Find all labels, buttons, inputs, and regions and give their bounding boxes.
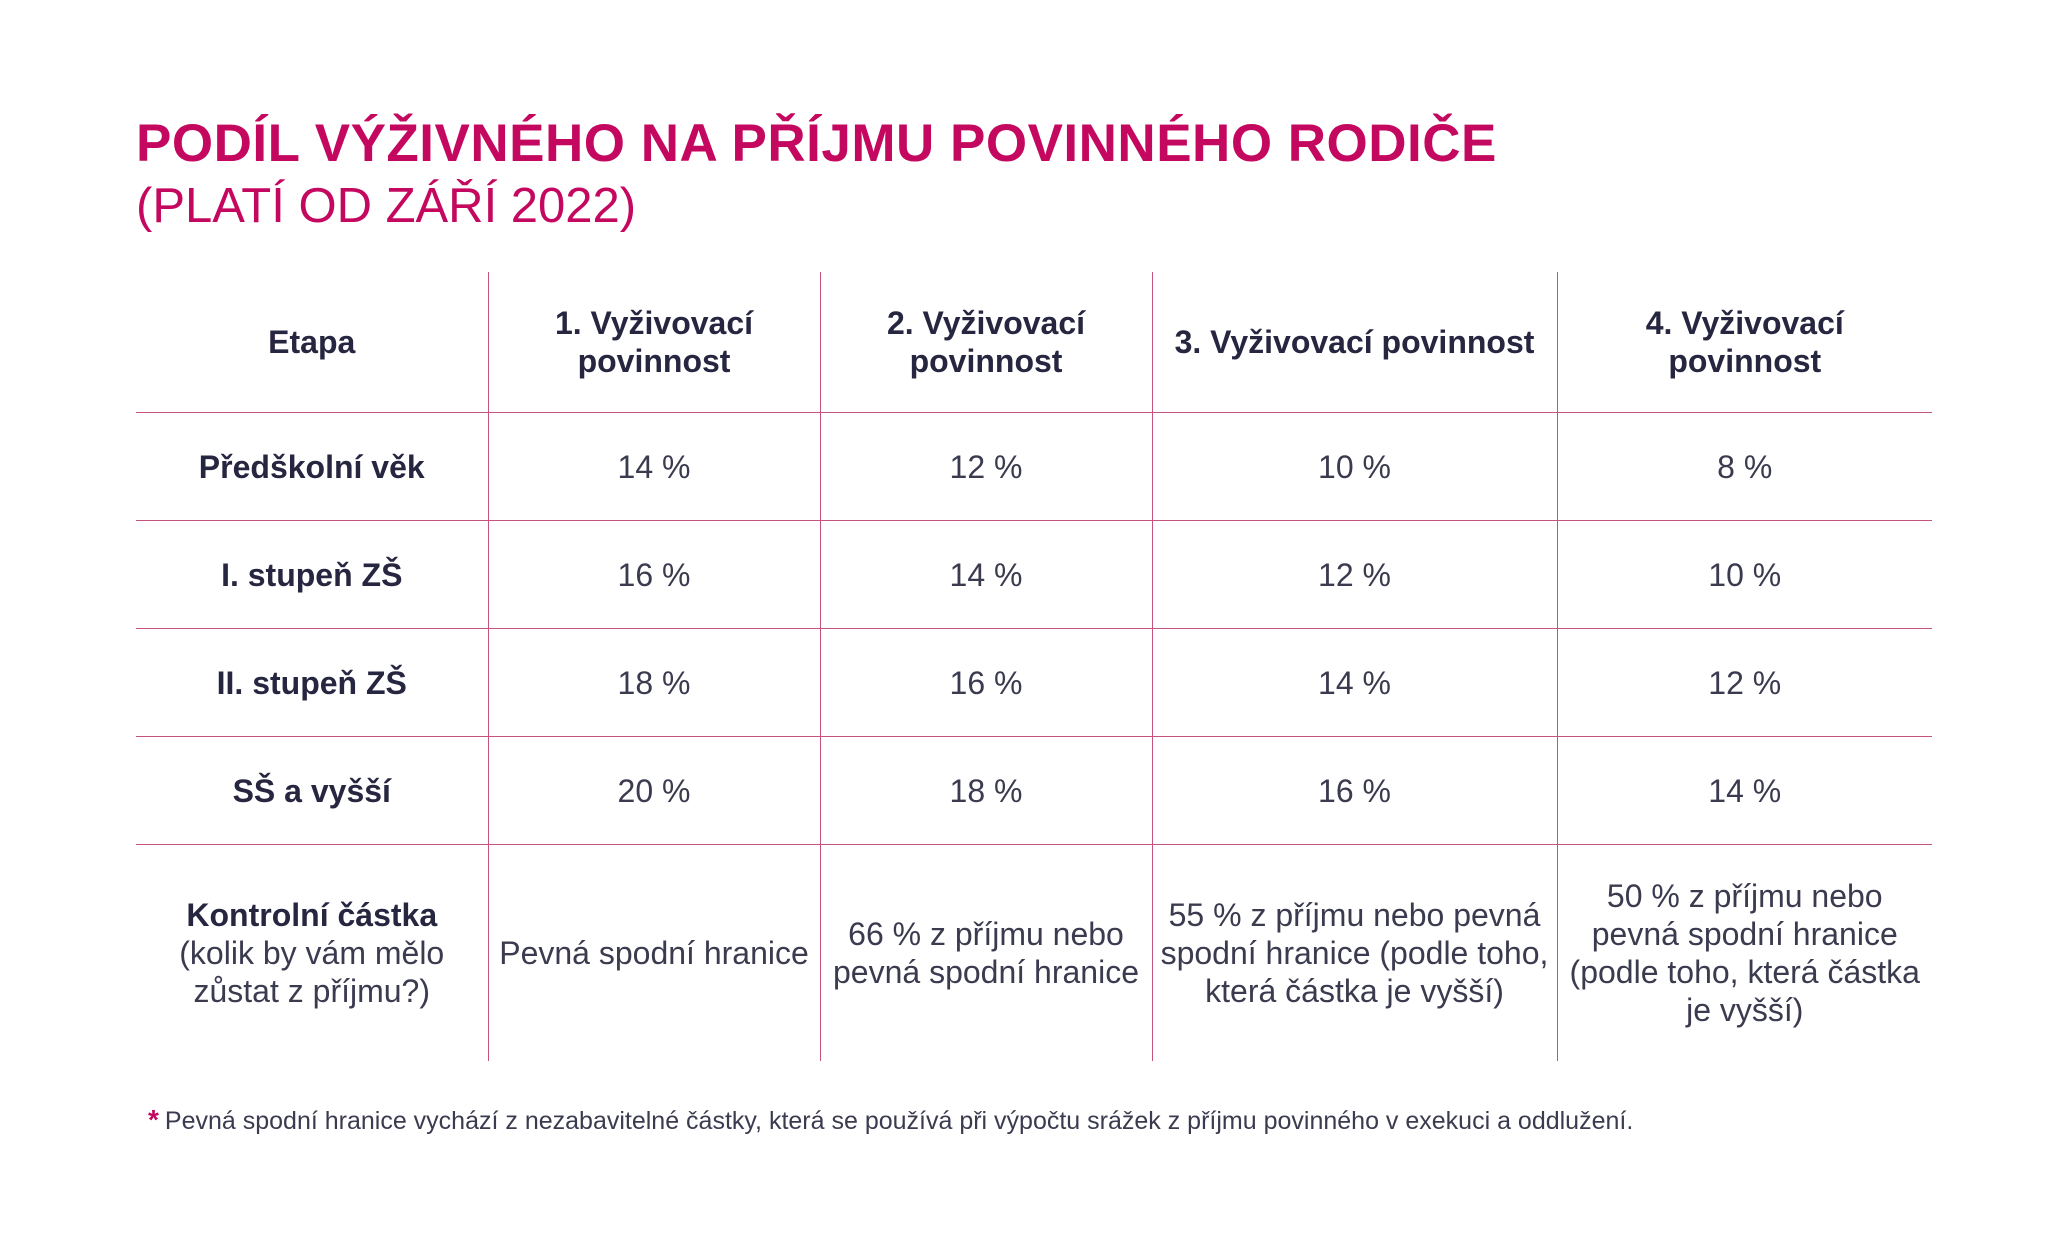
table-cell: 12 % [820,413,1152,521]
table-cell: Pevná spodní hranice [488,845,820,1062]
row-label: Předškolní věk [136,413,488,521]
table-cell: 16 % [488,521,820,629]
table-cell: 14 % [488,413,820,521]
footnote [148,1104,1633,1137]
page-title: PODÍL VÝŽIVNÉHO NA PŘÍJMU POVINNÉHO RODIČE [136,114,1497,173]
table-row [136,521,1932,629]
control-amount-label: Kontrolní částka [186,897,438,933]
table-row [136,737,1932,845]
table-header-row [136,272,1932,413]
header [136,112,1497,236]
column-header-stage: Etapa [136,272,488,413]
column-header-duty-1: 1. Vyživovací povinnost [488,272,820,413]
table-row [136,629,1932,737]
table-cell: 14 % [1557,737,1932,845]
row-label: I. stupeň ZŠ [136,521,488,629]
table-cell: 50 % z příjmu nebo pevná spodní hranice (podle toho, která částka je vyšší) [1557,845,1932,1062]
table-cell: 14 % [1152,629,1557,737]
row-label: SŠ a vyšší [136,737,488,845]
column-header-duty-4: 4. Vyživovací povinnost [1557,272,1932,413]
table-cell: 55 % z příjmu nebo pevná spodní hranice (podle toho, která částka je vyšší) [1152,845,1557,1062]
table-cell: 12 % [1152,521,1557,629]
column-header-duty-2: 2. Vyživovací povinnost [820,272,1152,413]
row-label: II. stupeň ZŠ [136,629,488,737]
table-cell: 66 % z příjmu nebo pevná spodní hranice [820,845,1152,1062]
column-header-duty-3: 3. Vyživovací povinnost [1152,272,1557,413]
table-cell: 18 % [488,629,820,737]
page-subtitle: (PLATÍ OD ZÁŘÍ 2022) [136,179,637,233]
table-row [136,413,1932,521]
table-cell: 14 % [820,521,1152,629]
table-row-control-amount [136,845,1932,1062]
table-cell: 20 % [488,737,820,845]
footnote-marker: * [148,1104,159,1135]
table-cell: 8 % [1557,413,1932,521]
table-cell: 16 % [1152,737,1557,845]
table-cell: 18 % [820,737,1152,845]
footnote-text: Pevná spodní hranice vychází z nezabavitelné částky, která se používá při výpočtu srážek z příjmu povinného v exekuci a oddlužení. [164,1107,1634,1135]
control-amount-sublabel: (kolik by vám mělo zůstat z příjmu?) [179,935,445,1009]
table-cell: 10 % [1557,521,1932,629]
table-cell: 16 % [820,629,1152,737]
alimony-table [136,272,1932,1061]
table-cell: 10 % [1152,413,1557,521]
row-label-control-amount [136,845,488,1062]
table-cell: 12 % [1557,629,1932,737]
